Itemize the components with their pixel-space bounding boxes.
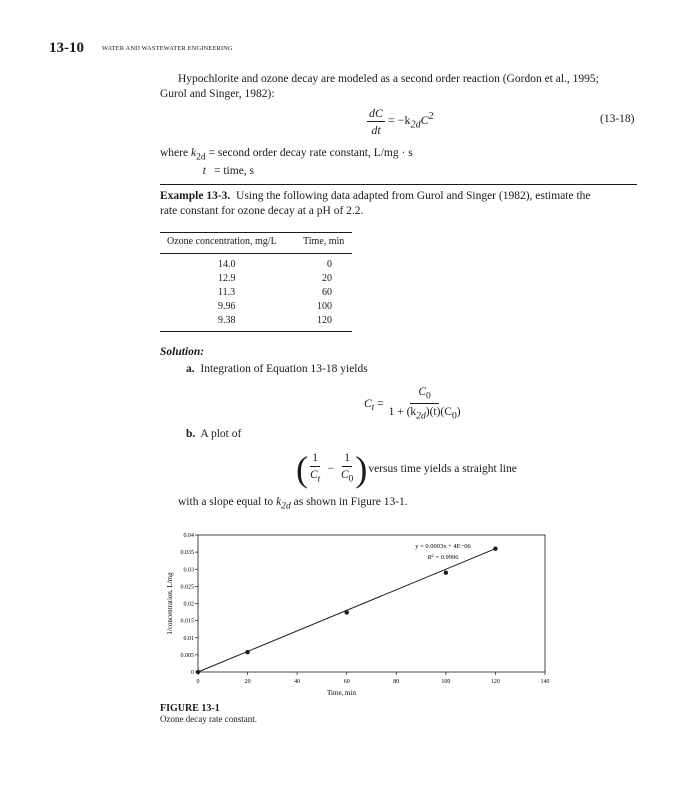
data-point bbox=[493, 547, 497, 551]
ct-equals: = bbox=[377, 397, 384, 410]
where-block bbox=[160, 146, 480, 179]
cell-conc: 11.3 bbox=[218, 287, 236, 298]
left-paren: ( bbox=[296, 449, 308, 489]
inv-den-1-c: C bbox=[310, 469, 318, 482]
equation-13-18 bbox=[367, 106, 434, 137]
cell-time: 120 bbox=[317, 315, 332, 326]
data-point bbox=[345, 610, 349, 614]
x-tick-label: 140 bbox=[540, 679, 550, 685]
table-header-conc: Ozone concentration, mg/L bbox=[167, 236, 277, 247]
data-point bbox=[196, 670, 200, 674]
inv-den-2-sub: 0 bbox=[348, 473, 354, 485]
cell-conc: 14.0 bbox=[218, 259, 236, 270]
r-squared-label bbox=[426, 553, 459, 562]
ct-den-sub2: 0 bbox=[451, 410, 457, 422]
inv-den-2 bbox=[339, 467, 355, 486]
figure-label: FIGURE 13-1 bbox=[160, 703, 220, 714]
cell-conc: 12.9 bbox=[218, 273, 236, 284]
table-header-time: Time, min bbox=[303, 236, 345, 247]
y-axis-label: 1/concentration, L/mg bbox=[166, 572, 174, 635]
x-tick-label: 0 bbox=[196, 679, 200, 685]
y-tick-label: 0.01 bbox=[183, 635, 194, 642]
example-line-1: Using the following data adapted from Gurol and Singer (1982), estimate the bbox=[236, 190, 591, 202]
ct-numerator bbox=[410, 385, 438, 404]
where-line-1 bbox=[160, 146, 480, 164]
slope-sentence bbox=[178, 495, 408, 513]
solution-heading: Solution: bbox=[160, 346, 205, 358]
cell-time: 20 bbox=[322, 273, 332, 284]
example-label: Example 13-3. bbox=[160, 190, 231, 202]
where-word: where bbox=[160, 147, 189, 159]
where-line-2 bbox=[160, 164, 480, 179]
y-tick-label: 0.03 bbox=[183, 567, 194, 574]
cell-time: 100 bbox=[317, 301, 332, 312]
ct-den-2: )(t)(C bbox=[425, 406, 452, 419]
example-line-2: rate constant for ozone decay at a pH of 2.2. bbox=[160, 205, 364, 217]
x-tick-label: 80 bbox=[393, 679, 400, 685]
table-row bbox=[160, 300, 352, 314]
table-row bbox=[160, 272, 352, 286]
example-rule bbox=[160, 184, 637, 185]
where-def-2: = time, s bbox=[214, 165, 255, 178]
solution-step-b bbox=[186, 427, 241, 442]
step-a-label: a. bbox=[186, 363, 195, 375]
where-def-1: = second order decay rate constant, L/mg · s bbox=[208, 147, 413, 159]
where-var-1: k bbox=[190, 147, 197, 159]
cell-time: 60 bbox=[322, 287, 332, 298]
ct-fraction bbox=[387, 385, 463, 424]
y-tick-label: 0.02 bbox=[183, 601, 194, 608]
r2-sup: 2 bbox=[431, 552, 434, 558]
equation-number: (13-18) bbox=[600, 113, 635, 125]
versus-text: versus time yields a straight line bbox=[368, 463, 517, 475]
table-row bbox=[160, 258, 352, 272]
y-tick-label: 0.015 bbox=[180, 618, 194, 625]
table-top-rule bbox=[160, 232, 352, 233]
x-tick-label: 100 bbox=[441, 679, 451, 685]
x-axis-label: Time, min bbox=[327, 689, 356, 697]
slope-sub: 2d bbox=[281, 500, 291, 512]
inv-fraction-2 bbox=[339, 451, 355, 486]
equation-rhs-sub: 2d bbox=[410, 119, 421, 131]
cell-time: 0 bbox=[327, 259, 332, 270]
x-tick-label: 40 bbox=[294, 679, 301, 685]
derivative-denominator: dt bbox=[371, 123, 381, 137]
right-paren: ) bbox=[355, 449, 368, 489]
x-tick-label: 120 bbox=[490, 679, 500, 685]
step-b-label: b. bbox=[186, 428, 196, 440]
inv-den-1 bbox=[308, 467, 322, 486]
ct-den-1: 1 + (k bbox=[388, 406, 417, 419]
ct-num-c: C bbox=[418, 386, 427, 398]
figure-caption: Ozone decay rate constant. bbox=[160, 714, 257, 724]
ct-den-3: ) bbox=[456, 406, 461, 419]
ct-den-sub: 2d bbox=[416, 410, 426, 422]
y-tick-label: 0.04 bbox=[183, 533, 194, 539]
table-body bbox=[160, 258, 352, 328]
x-tick-label: 60 bbox=[343, 679, 350, 685]
slope-text-1: with a slope equal to bbox=[178, 496, 277, 508]
y-tick-label: 0 bbox=[191, 670, 194, 676]
inv-den-2-c: C bbox=[340, 469, 349, 482]
intro-line-1: Hypochlorite and ozone decay are modeled as a second order reaction (Gordon et al., 1995; bbox=[178, 73, 599, 85]
table-header-rule bbox=[160, 253, 352, 254]
y-tick-label: 0.005 bbox=[180, 652, 194, 659]
page-number: 13-10 bbox=[49, 40, 84, 56]
equation-rhs-c: C bbox=[420, 113, 429, 128]
solution-step-a bbox=[186, 362, 368, 377]
running-head: WATER AND WASTEWATER ENGINEERING bbox=[102, 45, 233, 52]
derivative-fraction bbox=[367, 106, 385, 137]
inv-minus: − bbox=[327, 463, 334, 475]
inv-num-2: 1 bbox=[342, 451, 352, 467]
inv-num-1: 1 bbox=[310, 451, 320, 467]
step-b-text: A plot of bbox=[200, 428, 242, 440]
data-point bbox=[245, 650, 249, 654]
intro-line-2: Gurol and Singer, 1982): bbox=[160, 88, 275, 100]
inv-fraction-1 bbox=[308, 451, 322, 486]
where-var-1-sub: 2d bbox=[196, 151, 206, 163]
ct-num-sub: 0 bbox=[426, 390, 431, 402]
table-bottom-rule bbox=[160, 331, 352, 332]
slope-var: k bbox=[276, 496, 282, 508]
y-tick-label: 0.025 bbox=[180, 584, 194, 591]
ct-denominator bbox=[387, 404, 463, 423]
equation-rhs-lead: = −k bbox=[388, 113, 411, 128]
data-point bbox=[444, 570, 448, 574]
inv-den-1-sub: t bbox=[317, 473, 321, 485]
r2-r: R bbox=[427, 554, 432, 561]
y-tick-label: 0.035 bbox=[180, 550, 194, 557]
table-row bbox=[160, 286, 352, 300]
r2-value: = 0.9996 bbox=[433, 554, 459, 561]
ct-lhs: C bbox=[364, 397, 372, 410]
inverse-difference bbox=[296, 451, 517, 487]
trendline-equation: y = 0.0003x + 4E−06 bbox=[415, 543, 471, 550]
equation-rhs bbox=[388, 111, 434, 131]
derivative-numerator: dC bbox=[369, 106, 384, 120]
example-text bbox=[160, 189, 640, 219]
figure-13-1-chart bbox=[160, 525, 560, 705]
plot-frame bbox=[198, 535, 545, 672]
ct-equation bbox=[364, 385, 463, 424]
equation-rhs-sup: 2 bbox=[428, 111, 434, 123]
step-a-text: Integration of Equation 13-18 yields bbox=[200, 363, 368, 375]
slope-text-2: as shown in Figure 13-1. bbox=[290, 496, 408, 508]
cell-conc: 9.38 bbox=[218, 315, 236, 326]
x-tick-label: 20 bbox=[244, 679, 251, 685]
ct-lhs-sub: t bbox=[371, 402, 375, 414]
table-row bbox=[160, 314, 352, 328]
cell-conc: 9.96 bbox=[218, 301, 236, 312]
where-var-2: t bbox=[202, 165, 206, 178]
